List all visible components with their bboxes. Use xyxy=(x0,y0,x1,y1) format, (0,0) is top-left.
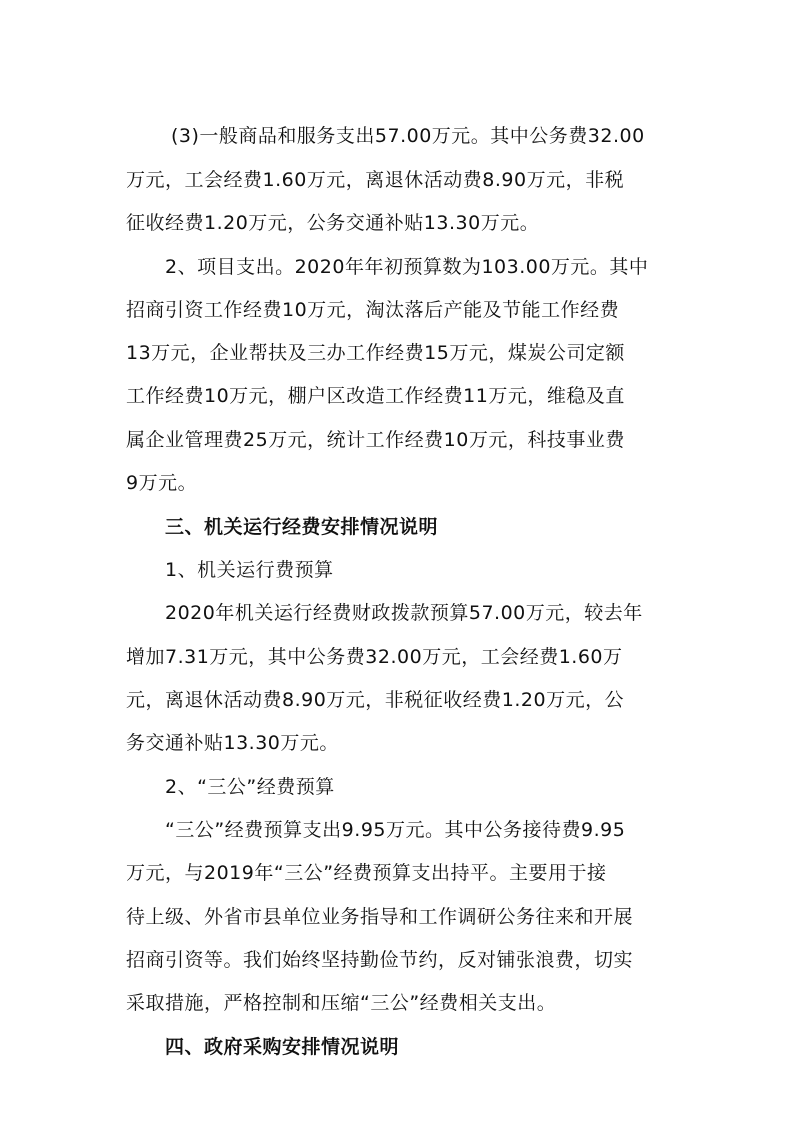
text-line: 2020年机关运行经费财政拨款预算57.00万元，较去年 xyxy=(165,602,643,624)
section-heading: 三、机关运行经费安排情况说明 xyxy=(165,516,439,538)
text-line: 元，离退休活动费8.90万元，非税征收经费1.20万元，公 xyxy=(126,689,625,711)
text-line: 待上级、外省市县单位业务指导和工作调研公务往来和开展 xyxy=(126,906,634,928)
text-line: 招商引资等。我们始终坚持勤俭节约，反对铺张浪费，切实 xyxy=(126,949,634,971)
section-heading: 四、政府采购安排情况说明 xyxy=(165,1036,400,1058)
text-line: 万元，工会经费1.60万元，离退休活动费8.90万元，非税 xyxy=(126,169,625,191)
subsection-heading: 1、机关运行费预算 xyxy=(165,559,334,581)
text-line: “三公”经费预算支出9.95万元。其中公务接待费9.95 xyxy=(165,819,626,841)
text-line: 征收经费1.20万元，公务交通补贴13.30万元。 xyxy=(126,212,540,234)
text-line: 13万元，企业帮扶及三办工作经费15万元，煤炭公司定额 xyxy=(126,342,625,364)
subsection-heading: 2、“三公”经费预算 xyxy=(165,776,335,798)
text-line: 属企业管理费25万元，统计工作经费10万元，科技事业费 xyxy=(126,429,625,451)
text-line: 2、项目支出。2020年年初预算数为103.00万元。其中 xyxy=(165,256,649,278)
text-line: 增加7.31万元，其中公务费32.00万元，工会经费1.60万 xyxy=(126,646,623,668)
text-line: 工作经费10万元，棚户区改造工作经费11万元，维稳及直 xyxy=(126,385,625,407)
text-line: (3)一般商品和服务支出57.00万元。其中公务费32.00 xyxy=(171,125,645,147)
text-line: 务交通补贴13.30万元。 xyxy=(126,732,339,754)
text-line: 9万元。 xyxy=(126,472,198,494)
text-line: 采取措施，严格控制和压缩“三公”经费相关支出。 xyxy=(126,992,557,1014)
text-line: 招商引资工作经费10万元，淘汰落后产能及节能工作经费 xyxy=(126,299,620,321)
text-line: 万元，与2019年“三公”经费预算支出持平。主要用于接 xyxy=(126,862,607,884)
